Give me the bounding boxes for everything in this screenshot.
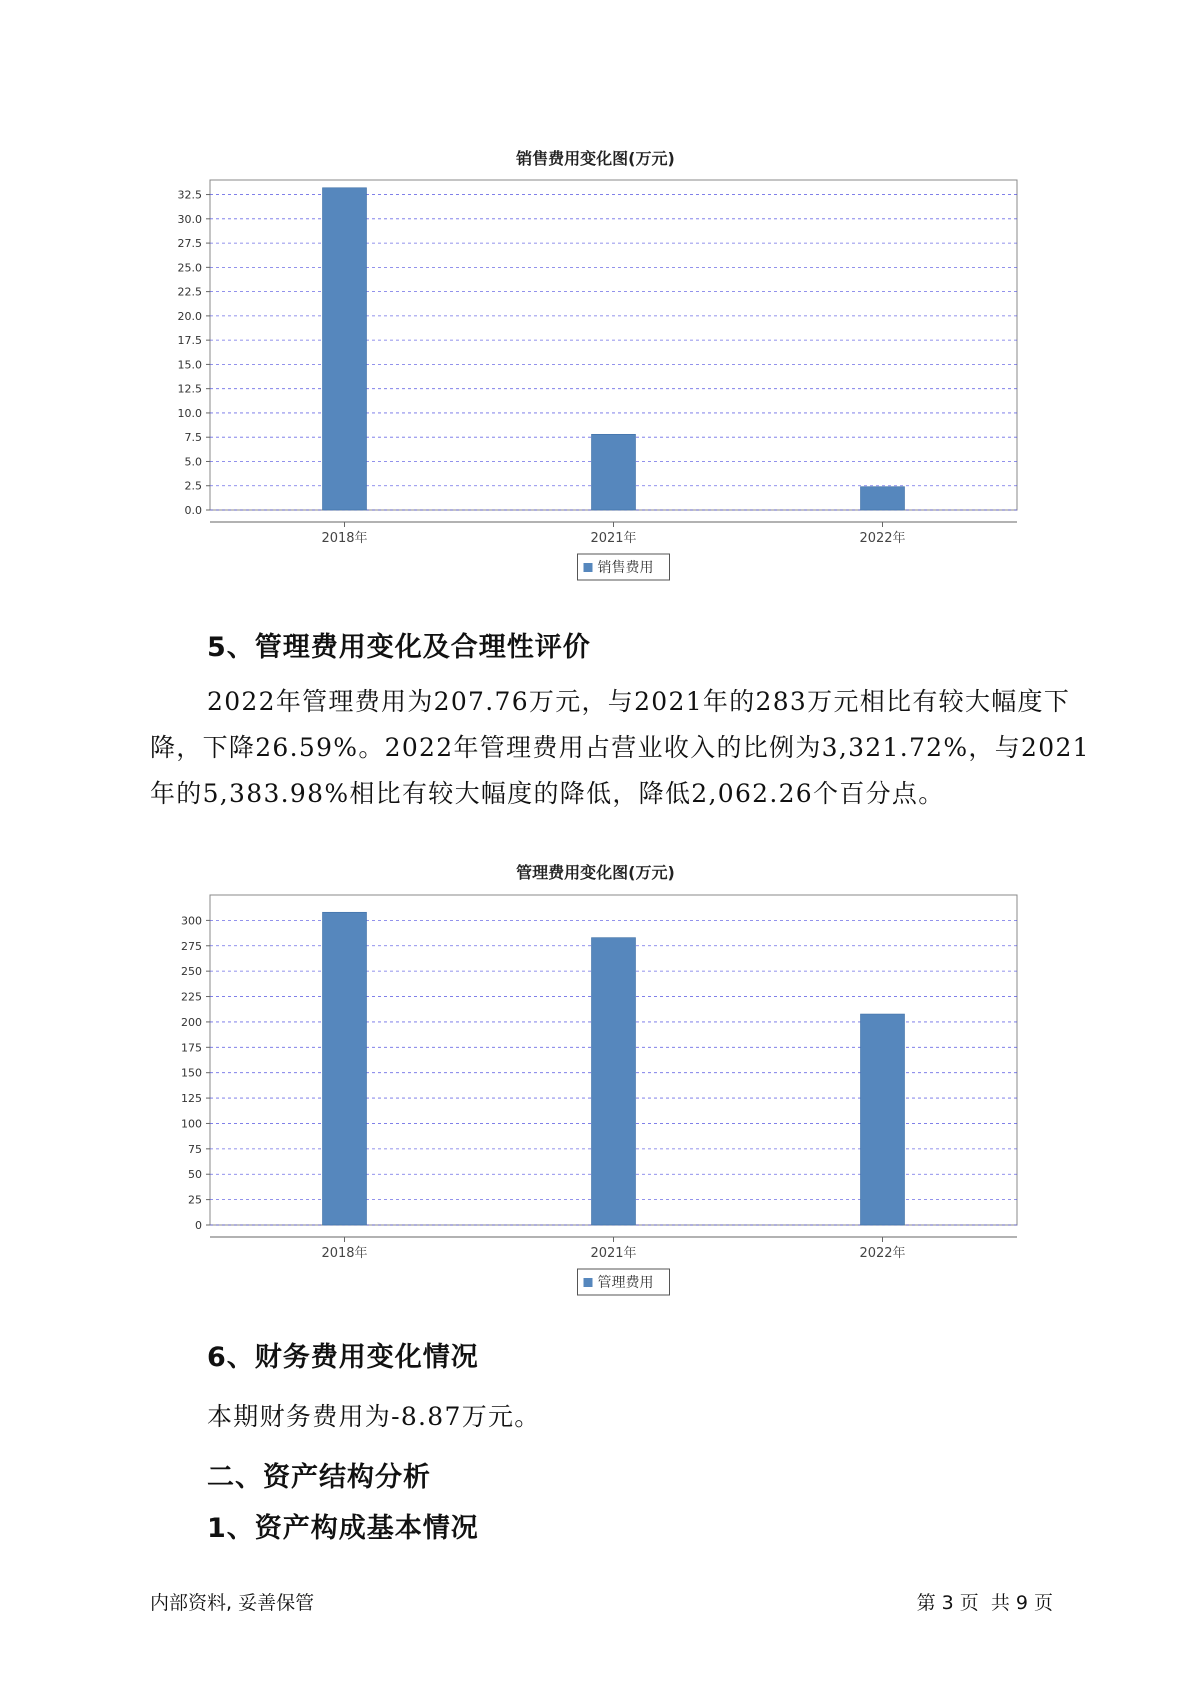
- y-tick-label: 7.5: [184, 431, 202, 445]
- y-tick-label: 225: [181, 990, 202, 1004]
- asset-composition-heading: 1、资产构成基本情况: [207, 1513, 479, 1544]
- y-tick-label: 0.0: [184, 504, 202, 517]
- mgmt-expense-chart-title: 管理费用变化图(万元): [516, 863, 675, 882]
- sales-expense-chart-title: 销售费用变化图(万元): [516, 149, 675, 168]
- x-category-label: 2018年: [321, 1246, 368, 1261]
- y-tick-label: 175: [181, 1041, 202, 1055]
- mgmt-expense-paragraph-line2: 降，下降26.59%。2022年管理费用占营业收入的比例为3,321.72%，与2021: [150, 733, 1090, 762]
- y-tick-label: 30.0: [177, 212, 202, 226]
- y-tick-label: 0: [195, 1219, 202, 1232]
- legend-swatch: [584, 563, 593, 572]
- bar-2018年: [323, 188, 367, 510]
- y-tick-label: 300: [181, 914, 202, 928]
- y-tick-label: 125: [181, 1092, 202, 1106]
- x-category-label: 2021年: [590, 531, 637, 546]
- y-tick-label: 12.5: [177, 382, 202, 396]
- legend-label: 管理费用: [597, 1275, 654, 1291]
- x-category-label: 2022年: [859, 531, 906, 546]
- y-tick-label: 100: [181, 1117, 202, 1131]
- y-tick-label: 17.5: [177, 334, 202, 348]
- y-tick-label: 75: [188, 1142, 202, 1156]
- x-category-label: 2018年: [321, 531, 368, 546]
- mgmt-expense-heading: 5、管理费用变化及合理性评价: [207, 632, 591, 663]
- mgmt-expense-paragraph-line3: 年的5,383.98%相比有较大幅度的降低，降低2,062.26个百分点。: [150, 779, 945, 808]
- y-tick-label: 275: [181, 939, 202, 953]
- sales-expense-chart: [150, 170, 1020, 590]
- footer-page-number: 第 3 页 共 9 页: [916, 1592, 1053, 1614]
- legend-swatch: [584, 1278, 593, 1287]
- bar-2021年: [592, 434, 636, 510]
- y-tick-label: 2.5: [184, 479, 202, 493]
- mgmt-expense-chart: [150, 885, 1020, 1305]
- y-tick-label: 25.0: [177, 261, 202, 275]
- y-tick-label: 32.5: [177, 188, 202, 202]
- x-category-label: 2021年: [590, 1246, 637, 1261]
- x-category-label: 2022年: [859, 1246, 906, 1261]
- asset-structure-heading: 二、资产结构分析: [207, 1462, 431, 1493]
- y-tick-label: 20.0: [177, 309, 202, 323]
- bar-2022年: [861, 1014, 905, 1225]
- bar-2021年: [592, 938, 636, 1225]
- bar-2018年: [323, 912, 367, 1225]
- y-tick-label: 50: [188, 1168, 202, 1182]
- footer-confidential-note: 内部资料, 妥善保管: [150, 1592, 315, 1614]
- y-tick-label: 150: [181, 1066, 202, 1080]
- finance-expense-heading: 6、财务费用变化情况: [207, 1342, 479, 1373]
- bar-2022年: [861, 487, 905, 510]
- finance-expense-paragraph: 本期财务费用为-8.87万元。: [207, 1402, 541, 1431]
- y-tick-label: 15.0: [177, 358, 202, 372]
- y-tick-label: 10.0: [177, 406, 202, 420]
- legend-label: 销售费用: [597, 560, 654, 576]
- y-tick-label: 250: [181, 965, 202, 979]
- y-tick-label: 22.5: [177, 285, 202, 299]
- y-tick-label: 5.0: [184, 455, 202, 469]
- y-tick-label: 25: [188, 1193, 202, 1207]
- mgmt-expense-paragraph-line1: 2022年管理费用为207.76万元，与2021年的283万元相比有较大幅度下: [207, 687, 1071, 716]
- y-tick-label: 27.5: [177, 237, 202, 251]
- y-tick-label: 200: [181, 1015, 202, 1029]
